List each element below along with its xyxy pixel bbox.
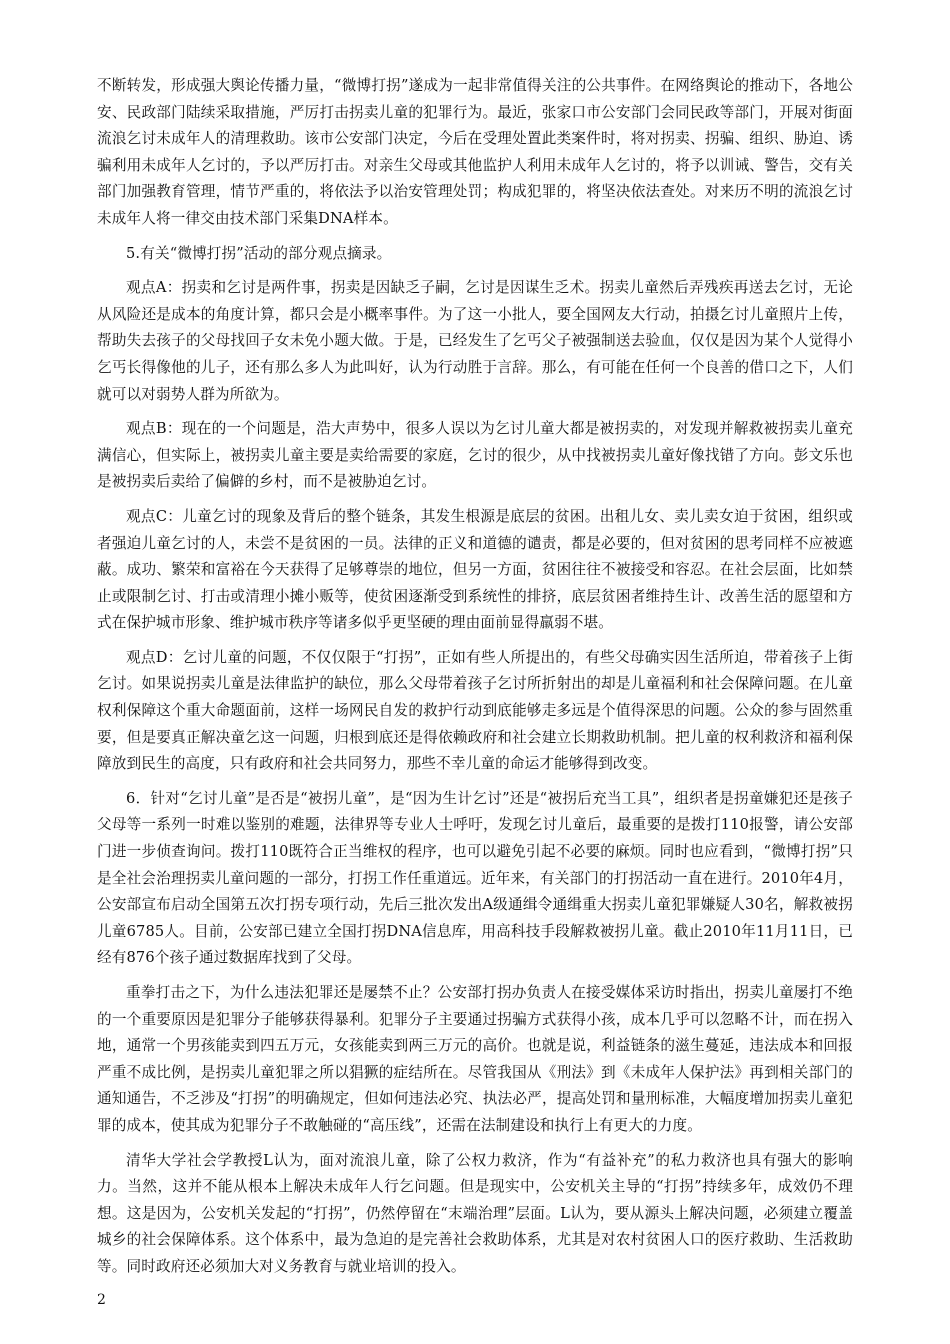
paragraph-item-6: 6．针对“乞讨儿童”是否是“被拐儿童”，是“因为生计乞讨”还是“被拐后充当工具”，组织者是拐童嫌犯还是孩子父母等一系列一时难以鉴别的难题，法律界等专业人士呼吁，发现乞讨儿童后，最重要的是拨打110报警，请公安部门进一步侦查询问。拨打110既符合正当维权的程序，也可以避免引起不必要的麻烦。同时也应看到，“微博打拐”只是全社会治理拐卖儿童问题的一部分，打拐工作任重道远。近年来，有关部门的打拐活动一直在进行。2010年4月，公安部宣布启动全国第五次打拐专项行动，先后三批次发出A级通缉令通缉重大拐卖儿童犯罪嫌疑人30名，解救被拐儿童6785人。目前，公安部已建立全国打拐DNA信息库，用高科技手段解救被拐儿童。截止2010年11月11日，已经有876个孩子通过数据库找到了父母。: [97, 789, 853, 967]
paragraph-item-5-heading: 5.有关“微博打拐”活动的部分观点摘录。: [126, 244, 392, 262]
document-body: [97, 73, 853, 1289]
paragraph-viewpoint-d: 观点D：乞讨儿童的问题，不仅仅限于“打拐”，正如有些人所提出的，有些父母确实因生活所迫，带着孩子上街乞讨。如果说拐卖儿童是法律监护的缺位，那么父母带着孩子乞讨所折射出的却是儿童福利和社会保障问题。在儿童权利保障这个重大命题面前，这样一场网民自发的救护行动到底能够走多远是个值得深思的问题。公众的参与固然重要，但是要真正解决童乞这一问题，归根到底还是得依赖政府和社会建立长期救助机制。把儿童的权利救济和福利保障放到民生的高度，只有政府和社会共同努力，那些不幸儿童的命运才能够得到改变。: [97, 648, 853, 773]
paragraph-professor-l: 清华大学社会学教授L认为，面对流浪儿童，除了公权力救济，作为“有益补充”的私力救济也具有强大的影响力。当然，这并不能从根本上解决未成年人行乞问题。但是现实中，公安机关主导的“打拐”持续多年，成效仍不理想。这是因为，公安机关发起的“打拐”，仍然停留在“末端治理”层面。L认为，要从源头上解决问题，必须建立覆盖城乡的社会保障体系。这个体系中，最为急迫的是完善社会救助体系，尤其是对农村贫困人口的医疗救助、生活救助等。同时政府还必须加大对义务教育与就业培训的投入。: [97, 1151, 853, 1275]
page-number: 2: [97, 1292, 106, 1308]
paragraph-viewpoint-a: 观点A：拐卖和乞讨是两件事，拐卖是因缺乏子嗣，乞讨是因谋生乏术。拐卖儿童然后弄残疾再送去乞讨，无论从风险还是成本的角度计算，都只会是小概率事件。为了这一小批人，要全国网友大行动，拍摄乞讨儿童照片上传，帮助失去孩子的父母找回子女未免小题大做。于是，已经发生了乞丐父子被强制送去验血，仅仅是因为某个人觉得小乞丐长得像他的儿子，还有那么多人为此叫好，认为行动胜于言辞。那么，有可能在任何一个良善的借口之下，人们就可以对弱势人群为所欲为。: [97, 279, 853, 403]
paragraph-viewpoint-c: 观点C：儿童乞讨的现象及背后的整个链条，其发生根源是底层的贫困。出租儿女、卖儿卖女迫于贫困，组织或者强迫儿童乞讨的人，未尝不是贫困的一员。法律的正义和道德的谴责，都是必要的，但对贫困的思考同样不应被遮蔽。成功、繁荣和富裕在今天获得了足够尊崇的地位，但另一方面，贫困往往不被接受和容忍。在社会层面，比如禁止或限制乞讨、打击或清理小摊小贩等，使贫困逐渐受到系统性的排挤，底层贫困者维持生计、改善生活的愿望和方式在保护城市形象、维护城市秩序等诸多似乎更坚硬的理由面前显得羸弱不堪。: [97, 507, 853, 632]
paragraph-continuation: 不断转发，形成强大舆论传播力量，“微博打拐”遂成为一起非常值得关注的公共事件。在网络舆论的推动下，各地公安、民政部门陆续采取措施，严厉打击拐卖儿童的犯罪行为。最近，张家口市公安部门会同民政等部门，开展对街面流浪乞讨未成年人的清理救助。该市公安部门决定，今后在受理处置此类案件时，将对拐卖、拐骗、组织、胁迫、诱骗利用未成年人乞讨的，予以严厉打击。对亲生父母或其他监护人利用未成年人乞讨的，将予以训诫、警告，交有关部门加强教育管理，情节严重的，将依法予以治安管理处罚；构成犯罪的，将坚决依法查处。对来历不明的流浪乞讨未成年人将一律交由技术部门采集DNA样本。: [97, 77, 853, 227]
paragraph-crackdown: 重拳打击之下，为什么违法犯罪还是屡禁不止？公安部打拐办负责人在接受媒体采访时指出，拐卖儿童屡打不绝的一个重要原因是犯罪分子能够获得暴利。犯罪分子主要通过拐骗方式获得小孩，成本几乎可以忽略不计，而在拐入地，通常一个男孩能卖到四五万元，女孩能卖到两三万元的高价。也就是说，利益链条的滋生蔓延，违法成本和回报严重不成比例，是拐卖儿童犯罪之所以猖獗的症结所在。尽管我国从《刑法》到《未成年人保护法》再到相关部门的通知通告，不乏涉及“打拐”的明确规定，但如何违法必究、执法必严，提高处罚和量刑标准，大幅度增加拐卖儿童犯罪的成本，使其成为犯罪分子不敢触碰的“高压线”，还需在法制建设和执行上有更大的力度。: [97, 984, 853, 1134]
paragraph-viewpoint-b: 观点B：现在的一个问题是，浩大声势中，很多人误以为乞讨儿童大都是被拐卖的，对发现并解救被拐卖儿童充满信心，但实际上，被拐卖儿童主要是卖给需要的家庭，乞讨的很少，从中找被拐卖儿童好像找错了方向。彭文乐也是被拐卖后卖给了偏僻的乡村，而不是被胁迫乞讨。: [97, 420, 853, 491]
